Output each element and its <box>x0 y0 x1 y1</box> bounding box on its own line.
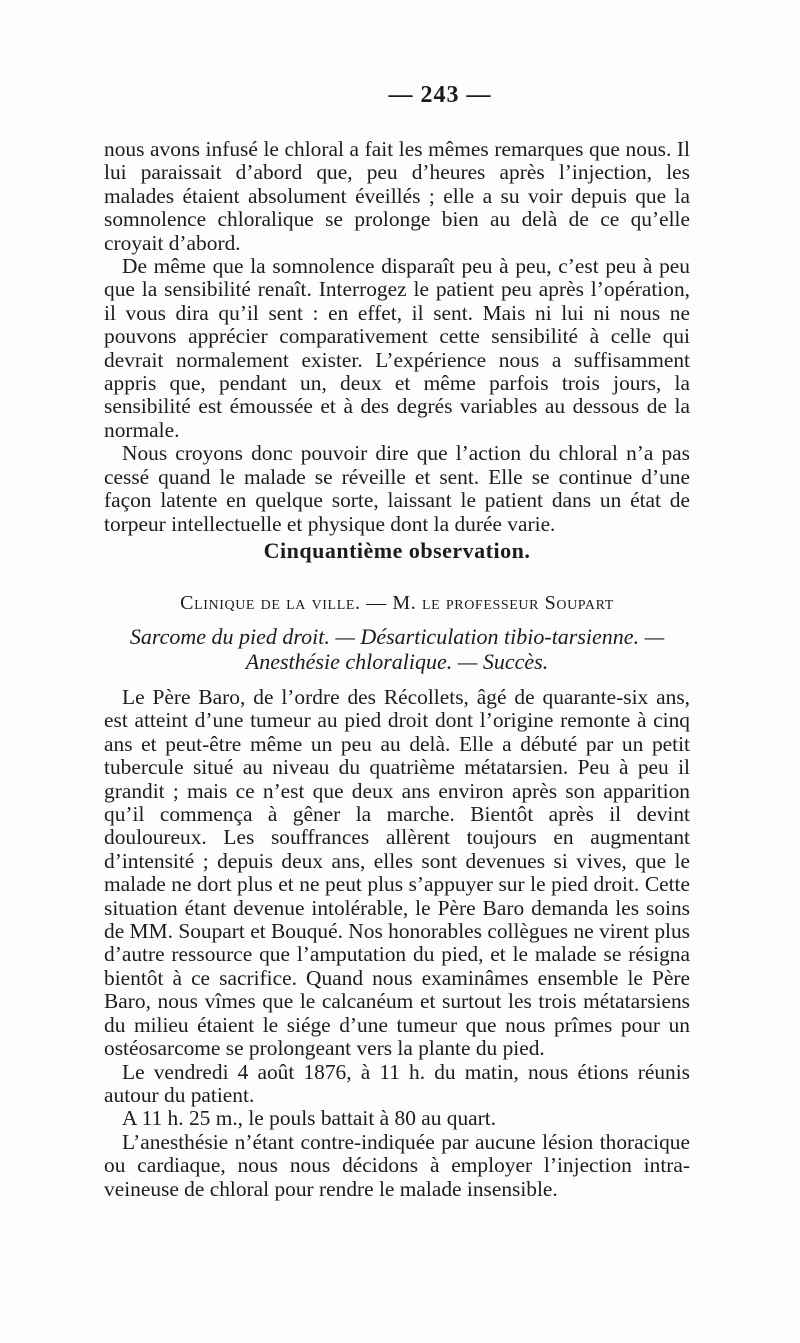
paragraph: Le vendredi 4 août 1876, à 11 h. du matin, nous étions réunis autour du patient. <box>104 1059 690 1107</box>
paragraph: Nous croyons donc pouvoir dire que l’action du chloral n’a pas cessé quand le malade se réveille et sent. Elle se continue d’une façon latente en quelque sorte, laissant le patient dans un état de torpeur intellectuelle et physique dont la durée varie. <box>104 441 690 536</box>
clinic-line: Clinique de la ville. — M. le professeur Soupart <box>180 592 614 614</box>
case-title <box>96 624 698 674</box>
paragraph: A 11 h. 25 m., le pouls battait à 80 au quart. <box>122 1106 497 1131</box>
text-section-2 <box>104 686 690 1201</box>
paragraph: nous avons infusé le chloral a fait les mêmes remarques que nous. Il lui paraissait d’abord que, peu d’heures après l’injection, les malades étaient absolument éveillés ; elle a su voir depuis que la somnolence chloralique se prolonge bien au delà de ce qu’elle croyait d’abord. <box>104 137 690 255</box>
paragraph: L’anesthésie n’étant contre-indiquée par aucune lésion thoracique ou cardiaque, nous nous décidons à employer l’injection intra-veineuse de chloral pour rendre le malade insensible. <box>104 1129 690 1201</box>
paragraph: De même que la somnolence disparaît peu à peu, c’est peu à peu que la sensibilité renaît. Interrogez le patient peu après l’opération, il vous dira qu’il sent : en effet, il sent. Mais ni lui ni nous ne pouvons apprécier comparativement cette sensibilité à celle qui devrait normalement exister. L’expérience nous a suffisamment appris que, pendant un, deux et même parfois trois jours, la sensibilité est émoussée et à des degrés variables au dessous de la normale. <box>104 254 690 442</box>
paragraph: Le Père Baro, de l’ordre des Récollets, âgé de quarante-six ans, est atteint d’une tumeur au pied droit dont l’origine remonte à cinq ans et peut-être même un peu au delà. Elle a débuté par un petit tubercule situé au niveau du quatrième métatarsien. Peu à peu il grandit ; mais ce n’est que deux ans environ après son apparition qu’il commença à gêner la marche. Bientôt après il devint douloureux. Les souffrances allèrent toujours en augmentant d’intensité ; depuis deux ans, elles sont devenues si vives, que le malade ne dort plus et ne peut plus s’appuyer sur le pied droit. Cette situation étant devenue intolérable, le Père Baro demanda les soins de MM. Soupart et Bouqué. Nos honorables collègues ne virent plus d’autre ressource que l’amputation du pied, et le malade se résigna bientôt à ce sacrifice. Quand nous examinâmes ensemble le Père Baro, nous vîmes que le calcanéum et surtout les trois métatarsiens du milieu étaient le siége d’une tumeur que nous prîmes pour un ostéosarcome se prolongeant vers la plante du pied. <box>104 685 690 1061</box>
case-title-line: Anesthésie chloralique. — Succès. <box>245 649 549 674</box>
case-title-line: Sarcome du pied droit. — Désarticulation tibio-tarsienne. — <box>129 624 665 649</box>
text-section-1 <box>104 138 690 536</box>
observation-heading: Cinquantième observation. <box>263 538 531 563</box>
page-number: — 243 — <box>388 82 492 108</box>
